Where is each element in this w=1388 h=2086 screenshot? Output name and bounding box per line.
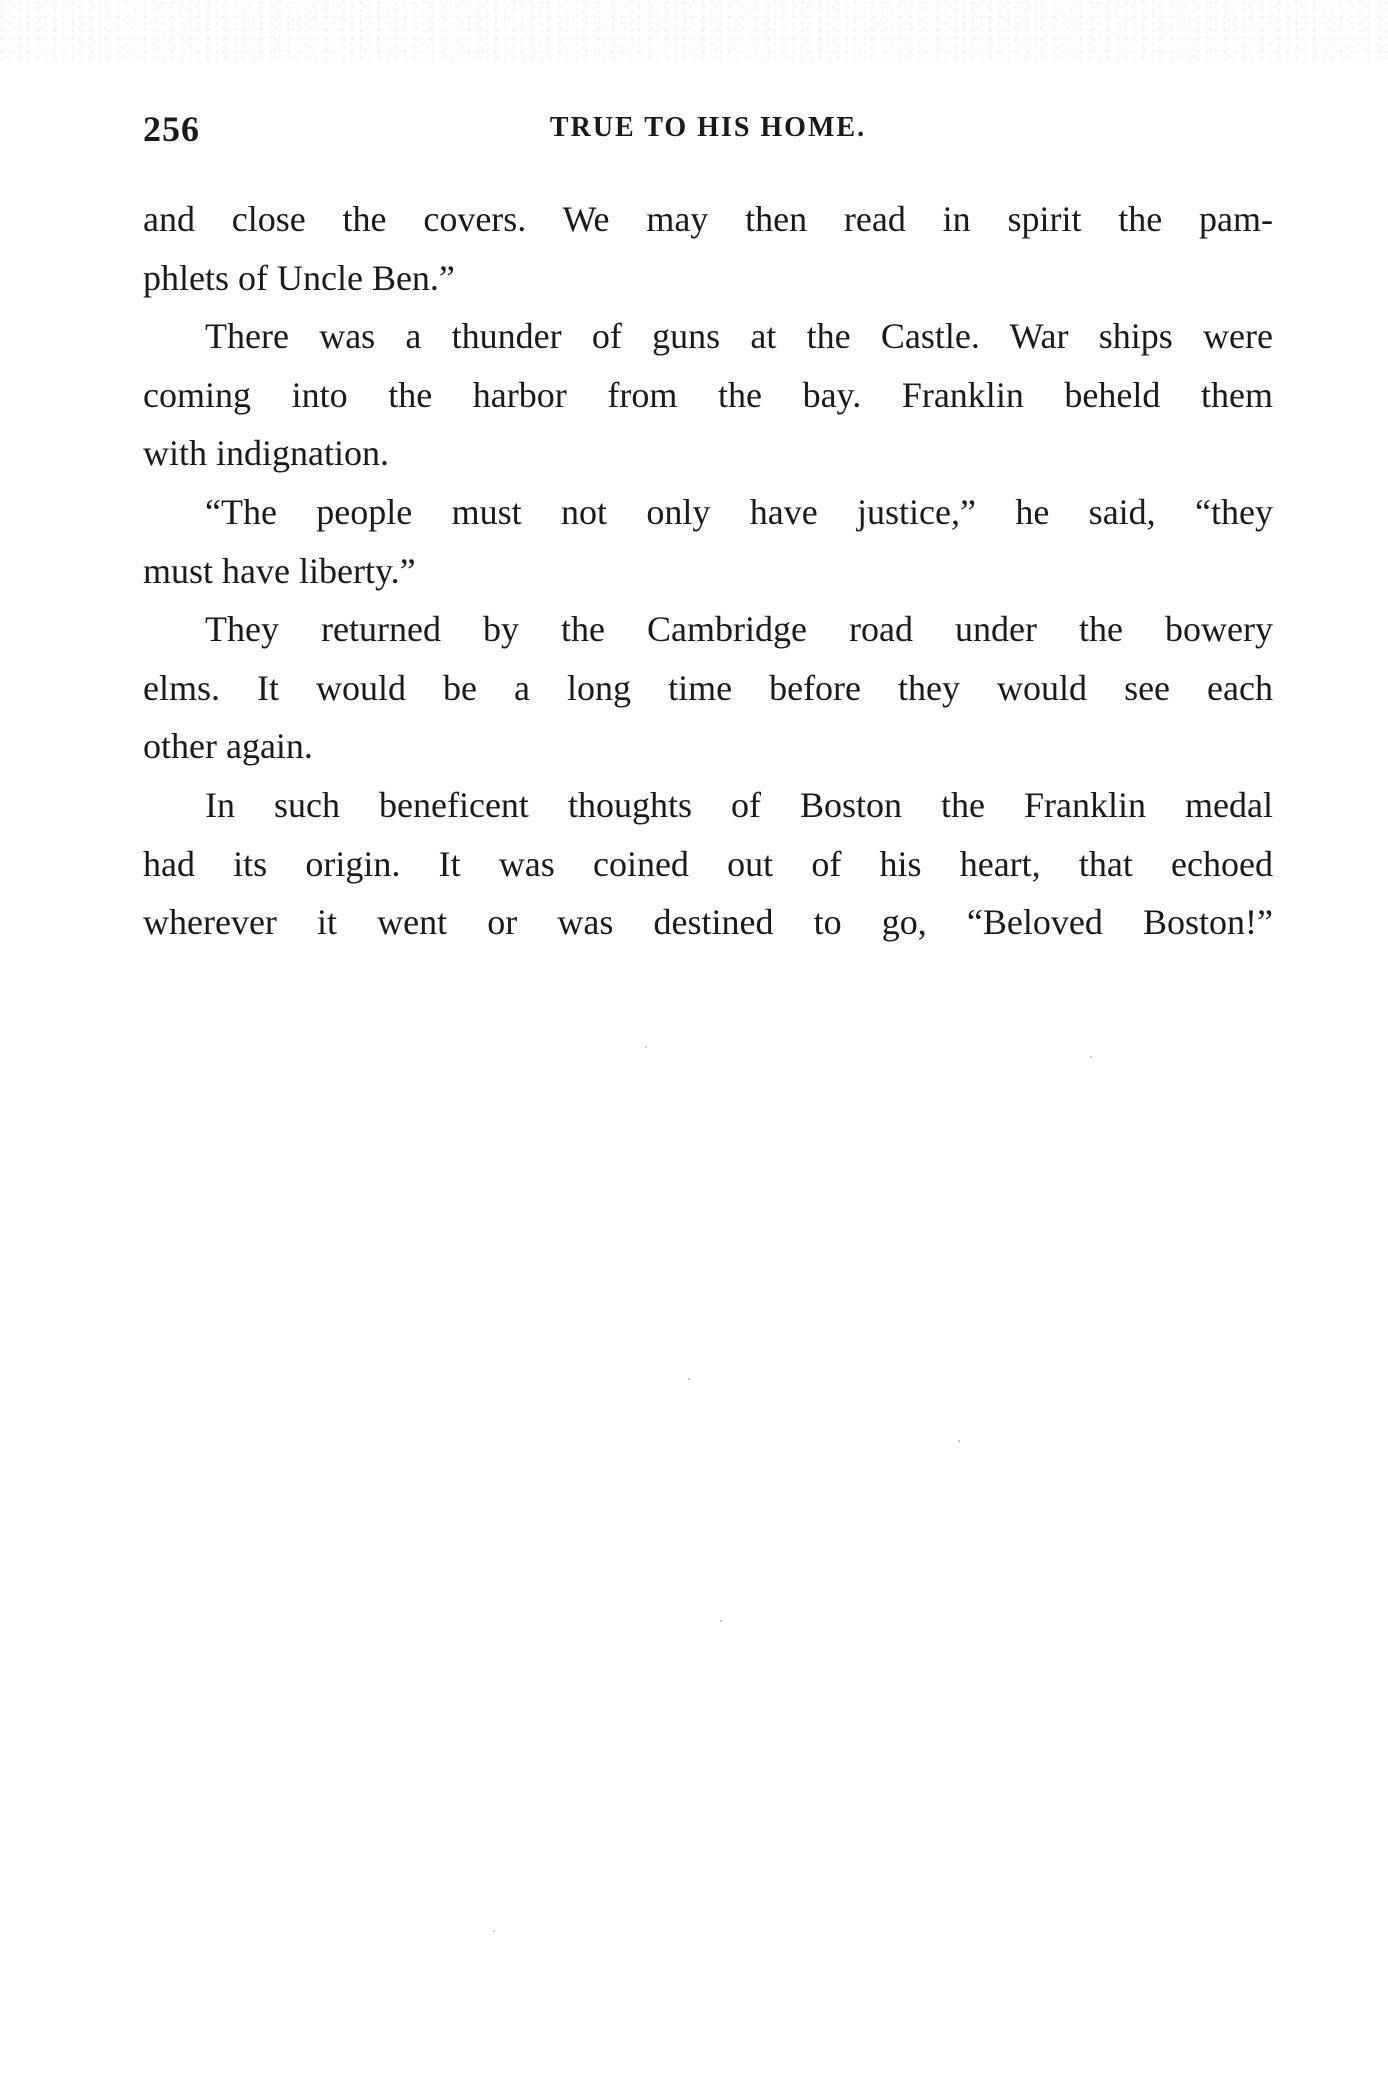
text-line: phlets of Uncle Ben.” (143, 257, 455, 298)
text-line: other again. (143, 726, 313, 767)
text-line: and close the covers. We may then read in spirit the pam- (143, 199, 1273, 239)
paragraph (143, 776, 1273, 952)
text-line: coming into the harbor from the bay. Franklin beheld them (143, 374, 1273, 415)
text-line: There was a thunder of guns at the Castle. War ships were (205, 316, 1273, 357)
page-number: 256 (143, 109, 200, 149)
speck (1090, 1056, 1092, 1058)
scan-noise (0, 0, 1388, 60)
text-line: wherever it went or was destined to go, “Beloved Boston!” (143, 902, 1273, 943)
text-line: had its origin. It was coined out of his heart, that echoed (143, 843, 1273, 884)
text-line: “The people must not only have justice,” he said, “they (205, 491, 1273, 532)
running-head: TRUE TO HIS HOME. (549, 112, 867, 143)
speck (645, 1046, 647, 1048)
paragraph (143, 483, 1273, 600)
speck (720, 1620, 722, 1622)
speck (688, 1378, 690, 1380)
text-line: with indignation. (143, 433, 389, 474)
text-line: They returned by the Cambridge road under the bowery (205, 609, 1273, 650)
speck (493, 1930, 495, 1932)
text-line: elms. It would be a long time before they would see each (143, 667, 1273, 708)
paragraph (143, 190, 1273, 307)
paragraph (143, 600, 1273, 776)
body-text (143, 190, 1273, 952)
page-header (143, 108, 1273, 158)
paragraph (143, 307, 1273, 483)
text-line: In such beneficent thoughts of Boston the Franklin medal (205, 784, 1273, 825)
text-line: must have liberty.” (143, 550, 416, 591)
speck (958, 1440, 960, 1442)
